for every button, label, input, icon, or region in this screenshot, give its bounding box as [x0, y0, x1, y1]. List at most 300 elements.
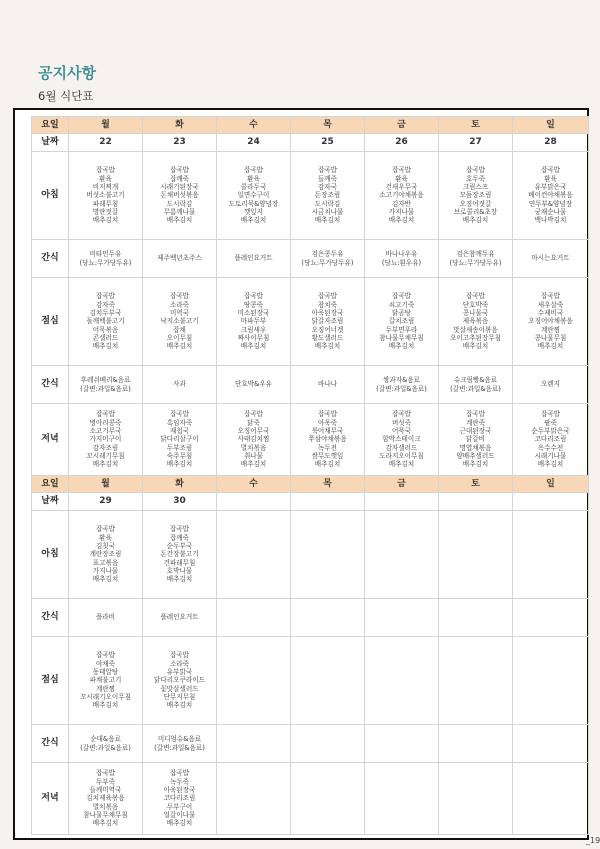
menu-item: 아욱죽	[317, 418, 338, 427]
menu-item: 배추김치	[92, 575, 119, 584]
menu-item: 잡곡밥	[169, 525, 190, 534]
menu-item: 잡곡밥	[169, 410, 190, 419]
meal-cell	[439, 637, 513, 725]
menu-item: 잡곡밥	[169, 651, 190, 660]
menu-item: 후레쉬베리&음료	[80, 376, 131, 385]
meal-row-snack2	[32, 366, 589, 404]
menu-item: 감자조림	[92, 443, 119, 452]
menu-item: 배추김치	[314, 460, 341, 469]
meal-cell	[439, 404, 513, 476]
menu-item: 맛살새송이볶음	[453, 325, 498, 334]
date-cell: 30	[143, 493, 217, 511]
menu-item: 두부죽	[95, 777, 116, 786]
menu-item: 계란찜	[95, 684, 116, 693]
menu-item: 잡곡밥	[465, 166, 486, 175]
menu-item: 참나물무채무침	[83, 810, 128, 819]
meal-cell	[365, 763, 439, 835]
menu-item: 배추김치	[92, 701, 119, 710]
menu-item: 계란죽	[465, 418, 486, 427]
row-label-lunch: 점심	[32, 278, 69, 366]
menu-item: 콘샐러드	[92, 333, 119, 342]
menu-item: 녹두죽	[169, 777, 190, 786]
menu-item: 코다리조림	[163, 794, 196, 803]
menu-item: 시래기된장국	[160, 183, 199, 192]
weekday-header-cell: 목	[291, 476, 365, 493]
menu-item: 백나박김치	[534, 216, 567, 225]
menu-item: 가지나물	[92, 566, 119, 575]
menu-item: 파래무침	[92, 199, 119, 208]
menu-item: 슈크림빵&음료	[453, 376, 498, 385]
meal-cell	[291, 725, 365, 763]
weekday-header-cell: 수	[217, 476, 291, 493]
menu-item: 플라비	[95, 613, 116, 622]
menu-item: 제육볶음	[462, 317, 489, 326]
menu-item: 베이컨야채볶음	[528, 191, 573, 200]
menu-item: 잡곡밥	[317, 292, 338, 301]
weekday-header-cell: 수	[217, 117, 291, 134]
menu-item: 오이무침	[166, 333, 193, 342]
menu-item: 김칫국	[95, 542, 116, 551]
menu-item: 닭죽	[247, 418, 260, 427]
menu-item: 배추김치	[166, 216, 193, 225]
menu-item: 오렌지	[540, 380, 561, 389]
menu-item: 사태김치찜	[237, 435, 270, 444]
menu-item: 김치제육볶음	[86, 794, 125, 803]
row-label-dinner: 저녁	[32, 763, 69, 835]
menu-item: 오징어무국	[237, 427, 270, 436]
menu-item: 얼갈이나물	[163, 810, 196, 819]
menu-item: 사과	[173, 380, 186, 389]
menu-item: 콜라두국	[240, 183, 267, 192]
menu-item: 배추김치	[388, 460, 415, 469]
menu-item: 흑임자죽	[166, 418, 193, 427]
menu-item: 명엽채볶음	[459, 443, 492, 452]
menu-item: 단무지무침	[163, 692, 196, 701]
menu-item: 새우살죽	[537, 300, 564, 309]
row-label-snack1: 간식	[32, 240, 69, 278]
menu-item: 멸치볶음	[92, 802, 119, 811]
menu-item: 표고볶음	[92, 558, 119, 567]
menu-item: 오징어젓갈	[459, 199, 492, 208]
meal-cell	[439, 599, 513, 637]
menu-item: (갈변:과일&음료)	[154, 743, 205, 752]
menu-item: 김치두부국	[89, 309, 122, 318]
menu-item: 환육	[99, 533, 112, 542]
meal-row-dinner	[32, 404, 589, 476]
meal-cell	[69, 725, 143, 763]
menu-item: 소라죽	[169, 659, 190, 668]
menu-item: 마파두부	[240, 317, 267, 326]
menu-item: 도라지오이무침	[379, 451, 424, 460]
meal-cell	[143, 152, 217, 240]
menu-item: 배추김치	[240, 216, 267, 225]
menu-item: 배추김치	[240, 460, 267, 469]
menu-item: 잡곡밥	[465, 292, 486, 301]
menu-frame	[13, 108, 589, 840]
menu-item: 건파래무침	[163, 558, 196, 567]
menu-item: 잡곡밥	[95, 769, 116, 778]
menu-item: 시금치나물	[311, 207, 344, 216]
date-cell	[439, 493, 513, 511]
menu-item: 환육	[99, 174, 112, 183]
menu-item: 잡곡밥	[95, 651, 116, 660]
menu-item: 유부맑은국	[534, 183, 567, 192]
menu-item: 환육	[395, 174, 408, 183]
menu-item: 배추김치	[388, 216, 415, 225]
menu-item: 돈간장불고기	[160, 550, 199, 559]
menu-item: 콩나물무침	[534, 333, 567, 342]
menu-item: 녹두전	[317, 443, 338, 452]
menu-item: 호두죽	[465, 174, 486, 183]
meal-cell	[291, 366, 365, 404]
weekday-header-cell: 일	[513, 476, 589, 493]
meal-row-lunch	[32, 278, 589, 366]
menu-item: 닭다리오쿠라이드	[154, 676, 205, 685]
menu-item: 오징어너겟	[311, 325, 344, 334]
meal-cell	[291, 240, 365, 278]
menu-item: 잡깨죽	[169, 533, 190, 542]
meal-cell	[143, 511, 217, 599]
meal-cell	[513, 637, 589, 725]
menu-item: 궁채순나물	[534, 207, 567, 216]
row-label-dinner: 저녁	[32, 404, 69, 476]
meal-cell	[513, 599, 589, 637]
menu-item: 어묵국	[391, 427, 412, 436]
menu-item: 미소된장국	[237, 309, 270, 318]
menu-item: 참나물무채무침	[379, 333, 424, 342]
weekday-header-cell: 일	[513, 117, 589, 134]
menu-item: 돌깨백불고기	[86, 317, 125, 326]
menu-item: 도토리묵&양념장	[228, 199, 279, 208]
menu-item: 꼬시래기무침	[86, 451, 125, 460]
menu-item: 감자샐러드	[385, 443, 418, 452]
menu-item: 들깨미역국	[89, 786, 122, 795]
menu-item: 배추김치	[166, 701, 193, 710]
menu-item: 플레인요거트	[234, 254, 273, 263]
menu-item: 오이고추된장무침	[450, 333, 501, 342]
menu-item: 모둠장조림	[459, 191, 492, 200]
row-label-breakfast: 아침	[32, 511, 69, 599]
menu-item: 마시는요거트	[531, 254, 570, 263]
menu-item: 시래기나물	[534, 451, 567, 460]
weekday-header-cell: 토	[439, 117, 513, 134]
menu-item: 크림새우	[240, 325, 267, 334]
menu-item: 두부구이	[166, 802, 193, 811]
menu-item: 바나나우유	[385, 250, 418, 259]
menu-item: 환육	[544, 174, 557, 183]
meal-cell	[291, 511, 365, 599]
menu-item: 야채죽	[95, 659, 116, 668]
menu-item: 환육	[247, 174, 260, 183]
menu-item: 땅콩죽	[243, 300, 264, 309]
meal-cell	[291, 404, 365, 476]
meal-cell	[69, 404, 143, 476]
menu-item: 닭갈자조림	[311, 317, 344, 326]
menu-item: 재첩국	[169, 427, 190, 436]
meal-cell	[365, 366, 439, 404]
menu-item: 단호박&우유	[235, 380, 272, 389]
menu-item: 도시락김	[314, 199, 341, 208]
menu-item: 배추김치	[314, 216, 341, 225]
menu-item: 잡곡밥	[540, 166, 561, 175]
meal-cell	[217, 725, 291, 763]
date-row	[32, 134, 589, 152]
menu-item: 근대된장국	[459, 427, 492, 436]
meal-cell	[513, 278, 589, 366]
menu-item: 감자죽	[95, 300, 116, 309]
meal-row-lunch	[32, 637, 589, 725]
menu-item: 꼬시래기오이무침	[80, 692, 131, 701]
menu-item: 미디엄슈&음료	[157, 735, 202, 744]
menu-item: 잡곡밥	[540, 410, 561, 419]
meal-cell	[217, 599, 291, 637]
menu-item: 두부면푸라	[385, 325, 418, 334]
meal-cell	[513, 511, 589, 599]
meal-cell	[217, 152, 291, 240]
menu-item: 짜사이무침	[237, 333, 270, 342]
date-cell	[365, 493, 439, 511]
menu-item: (갈변:과일&음료)	[80, 384, 131, 393]
meal-cell	[217, 637, 291, 725]
row-label-breakfast: 아침	[32, 152, 69, 240]
menu-item: 배추김치	[92, 216, 119, 225]
meal-cell	[143, 763, 217, 835]
meal-cell	[143, 278, 217, 366]
weekday-header-cell: 월	[69, 476, 143, 493]
meal-cell	[69, 278, 143, 366]
menu-item: 순두부국	[166, 542, 193, 551]
menu-item: 아욱된장국	[311, 309, 344, 318]
row-label-day: 요일	[32, 117, 69, 134]
date-cell: 26	[365, 134, 439, 152]
meal-cell	[291, 278, 365, 366]
menu-item: 동태알탕	[92, 668, 119, 677]
meal-cell	[143, 366, 217, 404]
menu-item: 잡곡밥	[169, 166, 190, 175]
menu-item: 잡곡밥	[465, 410, 486, 419]
menu-subtitle: 6월 식단표	[38, 89, 94, 103]
menu-item: 숙주무침	[166, 451, 193, 460]
menu-item: 잡깨죽	[169, 174, 190, 183]
menu-item: 잡곡밥	[391, 292, 412, 301]
menu-item: (갈변:과일&음료)	[450, 384, 501, 393]
menu-item: 북어채무국	[311, 427, 344, 436]
meal-cell	[365, 511, 439, 599]
menu-item: 건새우무국	[385, 183, 418, 192]
weekday-header-cell: 화	[143, 476, 217, 493]
menu-item: 비타민두유	[89, 250, 122, 259]
date-cell	[217, 493, 291, 511]
menu-item: 잡곡밥	[95, 410, 116, 419]
meal-row-snack2	[32, 725, 589, 763]
weekday-header-cell: 금	[365, 117, 439, 134]
menu-item: 잡곡밥	[95, 525, 116, 534]
meal-cell	[143, 404, 217, 476]
meal-cell	[365, 599, 439, 637]
menu-item: 버섯소불고기	[86, 191, 125, 200]
menu-item: 잡곡밥	[95, 166, 116, 175]
menu-item: 감자국	[317, 183, 338, 192]
menu-item: 바나나	[317, 380, 338, 389]
weekday-header-row	[32, 476, 589, 493]
menu-item: 계란찜	[540, 325, 561, 334]
date-cell: 25	[291, 134, 365, 152]
meal-cell	[69, 637, 143, 725]
menu-item: (갈변:과일&음료)	[376, 384, 427, 393]
menu-item: 콩나물국	[462, 309, 489, 318]
menu-item: 가지나물	[388, 207, 415, 216]
menu-item: 옥수수전	[537, 443, 564, 452]
page-number: _19	[586, 836, 600, 845]
meal-cell	[217, 404, 291, 476]
meal-cell	[69, 366, 143, 404]
meal-cell	[69, 599, 143, 637]
meal-cell	[217, 511, 291, 599]
row-label-date: 날짜	[32, 493, 69, 511]
menu-item: 잡곡밥	[243, 292, 264, 301]
meal-cell	[365, 404, 439, 476]
menu-item: 제주백년초주스	[157, 254, 202, 263]
menu-item: 잡곡밥	[95, 292, 116, 301]
date-cell: 28	[513, 134, 589, 152]
menu-item: 배추김치	[537, 460, 564, 469]
menu-item: 잡곡밥	[391, 410, 412, 419]
menu-item: 소라죽	[169, 300, 190, 309]
meal-cell	[69, 511, 143, 599]
menu-item: 잡곡밥	[391, 166, 412, 175]
menu-item: 잡곡밥	[540, 292, 561, 301]
menu-item: 닭갈비	[465, 435, 486, 444]
row-label-day: 요일	[32, 476, 69, 493]
meal-cell	[365, 278, 439, 366]
menu-item: 가지미구이	[89, 435, 122, 444]
menu-item: 배추김치	[314, 342, 341, 351]
date-cell	[291, 493, 365, 511]
weekday-header-cell: 월	[69, 117, 143, 134]
menu-item: 플레인요거트	[160, 613, 199, 622]
row-label-snack2: 간식	[32, 366, 69, 404]
menu-item: 파채불고기	[89, 676, 122, 685]
meal-cell	[513, 763, 589, 835]
menu-item: 팥죽	[544, 418, 557, 427]
meal-cell	[217, 278, 291, 366]
menu-item: 무름깨나물	[163, 207, 196, 216]
meal-cell	[291, 599, 365, 637]
meal-cell	[143, 637, 217, 725]
menu-item: 순대&음료	[90, 735, 121, 744]
menu-item: 병아리콩죽	[89, 418, 122, 427]
meal-cell	[69, 763, 143, 835]
row-label-lunch: 점심	[32, 637, 69, 725]
menu-item: (당뇨:무가당두유)	[301, 258, 354, 267]
menu-item: 검은콩두유	[311, 250, 344, 259]
row-label-snack1: 간식	[32, 599, 69, 637]
menu-item: 호박나물	[166, 566, 193, 575]
meal-cell	[439, 240, 513, 278]
menu-item: 아욱된장국	[163, 786, 196, 795]
meal-cell	[365, 240, 439, 278]
date-row	[32, 493, 589, 511]
menu-item: (당뇨:무가당두유)	[449, 258, 502, 267]
meal-table	[31, 116, 589, 835]
meal-cell	[365, 637, 439, 725]
meal-cell	[439, 763, 513, 835]
date-cell: 27	[439, 134, 513, 152]
menu-item: 명란젓갈	[92, 207, 119, 216]
menu-item: 돈장조림	[314, 191, 341, 200]
menu-item: 잡채	[173, 325, 186, 334]
meal-cell	[513, 366, 589, 404]
page-title: 공지사항	[38, 64, 96, 82]
menu-item: 미역국	[169, 309, 190, 318]
meal-row-breakfast	[32, 511, 589, 599]
menu-item: 단호박죽	[462, 300, 489, 309]
menu-item: 순두부맑은국	[531, 427, 570, 436]
meal-cell	[513, 725, 589, 763]
row-label-snack2: 간식	[32, 725, 69, 763]
date-cell: 24	[217, 134, 291, 152]
menu-item: 배추김치	[240, 342, 267, 351]
meal-cell	[69, 240, 143, 278]
date-cell: 23	[143, 134, 217, 152]
menu-item: 비지찌개	[92, 183, 119, 192]
menu-item: 취나물	[243, 451, 264, 460]
menu-item: 쭈삼야채볶음	[308, 435, 347, 444]
menu-item: 돈채버섯볶음	[160, 191, 199, 200]
meal-cell	[143, 599, 217, 637]
menu-item: 배추김치	[92, 819, 119, 828]
meal-cell	[439, 278, 513, 366]
menu-item: 배추김치	[537, 342, 564, 351]
menu-item: 배추김치	[166, 460, 193, 469]
menu-item: 배추김치	[166, 342, 193, 351]
menu-item: 닭다리살구이	[160, 435, 199, 444]
meal-cell	[143, 240, 217, 278]
menu-item: 일면수구이	[237, 191, 270, 200]
row-label-date: 날짜	[32, 134, 69, 152]
menu-item: 오징어야채볶음	[528, 317, 573, 326]
menu-item: 잡곡밥	[169, 769, 190, 778]
menu-item: 꽃맛살샐러드	[160, 684, 199, 693]
menu-item: 황도샐러드	[311, 333, 344, 342]
meal-cell	[513, 240, 589, 278]
weekday-header-cell: 목	[291, 117, 365, 134]
date-cell: 22	[69, 134, 143, 152]
meal-cell	[439, 366, 513, 404]
menu-item: 잡곡밥	[317, 166, 338, 175]
menu-item: 참치죽	[317, 300, 338, 309]
menu-item: 배추김치	[462, 460, 489, 469]
meal-row-snack1	[32, 599, 589, 637]
meal-cell	[217, 240, 291, 278]
menu-item: (당뇨:흰우유)	[381, 258, 422, 267]
meal-cell	[513, 404, 589, 476]
weekday-header-cell: 화	[143, 117, 217, 134]
menu-item: 배추김치	[388, 342, 415, 351]
meal-cell	[439, 152, 513, 240]
meal-cell	[439, 725, 513, 763]
menu-item: 배추김치	[166, 819, 193, 828]
menu-item: 들깨죽	[317, 174, 338, 183]
menu-item: (당뇨:무가당두유)	[79, 258, 132, 267]
menu-item: 깻잎지	[243, 207, 264, 216]
date-cell: 29	[69, 493, 143, 511]
menu-item: (갈변:과일&음료)	[80, 743, 131, 752]
menu-item: 배추김치	[166, 575, 193, 584]
meal-row-breakfast	[32, 152, 589, 240]
menu-item: 연두부&양념장	[528, 199, 573, 208]
menu-item: 김자반	[391, 199, 412, 208]
